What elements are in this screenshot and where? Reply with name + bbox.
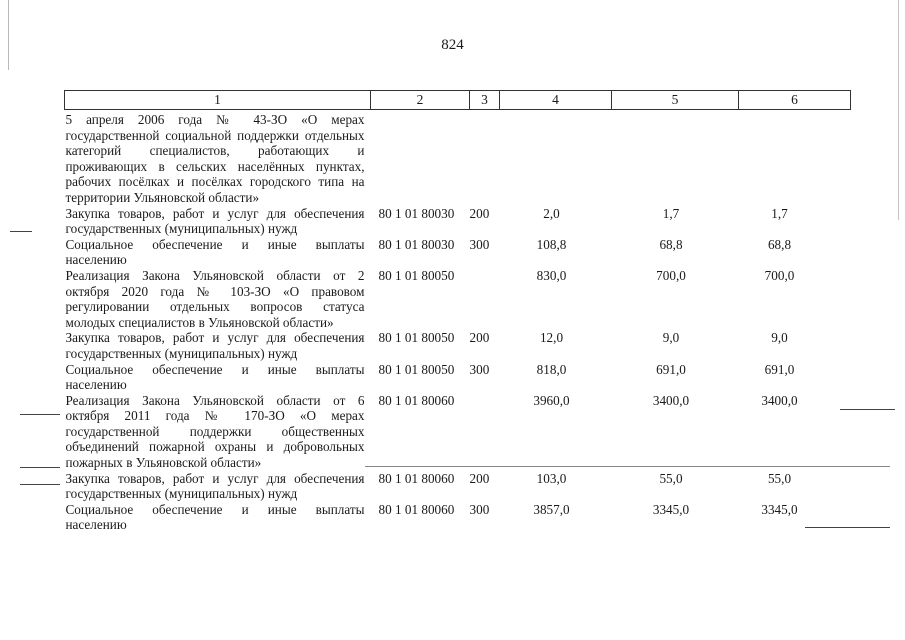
table-row xyxy=(65,268,851,330)
row-name: 5 апреля 2006 года № 43-ЗО «О мерах государственной социальной поддержки отдельных категорий специалистов, работающих и проживающих в сельских населённых пунктах, рабочих посёлках и посёлках городского типа на территории Ульяновской области» xyxy=(65,112,365,205)
column-header-5: 5 xyxy=(612,91,739,110)
row-value-col6: 9,0 xyxy=(771,330,788,346)
row-name: Закупка товаров, работ и услуг для обеспечения государственных (муниципальных) нужд xyxy=(65,470,365,502)
row-code xyxy=(371,110,470,206)
row-value-col6: 1,7 xyxy=(771,205,788,221)
scan-artifact-dash xyxy=(20,414,60,415)
row-code: 80 1 01 80050 xyxy=(378,330,455,346)
row-name: Реализация Закона Ульяновской области от 6 октября 2011 года № 170-ЗО «О мерах государственной поддержки общественных объединений пожарной охраны и добровольных пожарных в Ульяновской области» xyxy=(65,392,365,471)
row-code: 80 1 01 80030 xyxy=(378,236,455,252)
row-value-col4: 830,0 xyxy=(536,267,567,283)
row-value-col5: 68,8 xyxy=(659,236,683,252)
scan-artifact-dash xyxy=(20,484,60,485)
row-kvr: 300 xyxy=(469,501,490,517)
row-value-col4: 12,0 xyxy=(539,330,564,346)
column-header-2: 2 xyxy=(371,91,470,110)
table-row xyxy=(65,471,851,502)
scan-artifact-dash xyxy=(20,467,60,468)
row-value-col4: 3960,0 xyxy=(533,392,570,408)
row-value-col5: 691,0 xyxy=(656,361,686,377)
scan-artifact-dash xyxy=(10,231,32,232)
row-kvr: 200 xyxy=(469,330,490,346)
row-code: 80 1 01 80060 xyxy=(378,470,455,486)
row-kvr xyxy=(470,110,500,206)
row-value-col6: 3345,0 xyxy=(761,501,798,517)
row-value-col6: 691,0 xyxy=(764,361,795,377)
row-value-col6: 68,8 xyxy=(767,236,792,252)
row-value-col6: 3400,0 xyxy=(761,392,798,408)
scan-edge-left xyxy=(8,0,9,70)
column-header-1: 1 xyxy=(65,91,371,110)
row-value-col4: 818,0 xyxy=(536,361,567,377)
row-code: 80 1 01 80060 xyxy=(378,501,455,517)
table-row xyxy=(65,330,851,361)
row-value-col4: 103,0 xyxy=(536,470,567,486)
page-number: 824 xyxy=(441,37,464,53)
row-code: 80 1 01 80050 xyxy=(378,361,455,377)
row-value-col5: 9,0 xyxy=(662,330,680,346)
row-value-col5: 700,0 xyxy=(656,267,686,283)
row-kvr: 300 xyxy=(469,361,490,377)
column-header-4: 4 xyxy=(500,91,612,110)
table-row xyxy=(65,362,851,393)
table-row xyxy=(65,206,851,237)
row-code: 80 1 01 80050 xyxy=(378,267,455,283)
row-value-col6: 55,0 xyxy=(767,470,792,486)
row-value-col5: 3345,0 xyxy=(652,501,690,517)
row-value-col4: 3857,0 xyxy=(533,501,570,517)
scan-edge-right xyxy=(898,0,899,220)
row-kvr xyxy=(470,268,500,330)
row-value-col4 xyxy=(500,110,612,206)
row-name: Социальное обеспечение и иные выплаты населению xyxy=(65,236,365,268)
row-value-col4: 2,0 xyxy=(543,205,560,221)
row-value-col5: 55,0 xyxy=(659,470,683,486)
table-row xyxy=(65,110,851,206)
row-value-col4: 108,8 xyxy=(536,236,567,252)
row-value-col5 xyxy=(612,110,739,206)
row-name: Социальное обеспечение и иные выплаты населению xyxy=(65,361,365,393)
row-value-col5: 3400,0 xyxy=(652,392,690,408)
table-row xyxy=(65,502,851,533)
row-name: Закупка товаров, работ и услуг для обеспечения государственных (муниципальных) нужд xyxy=(65,330,365,361)
row-name: Закупка товаров, работ и услуг для обеспечения государственных (муниципальных) нужд xyxy=(65,205,365,237)
row-name: Социальное обеспечение и иные выплаты населению xyxy=(65,501,365,533)
row-kvr: 200 xyxy=(469,470,490,486)
scan-artifact-dash xyxy=(840,409,895,410)
scan-artifact-dash xyxy=(805,527,890,528)
table-header-row xyxy=(65,91,851,110)
column-header-3: 3 xyxy=(470,91,500,110)
row-value-col6 xyxy=(739,110,851,206)
row-code: 80 1 01 80030 xyxy=(378,205,455,221)
row-kvr: 200 xyxy=(469,205,490,221)
row-value-col5: 1,7 xyxy=(662,205,680,221)
row-kvr: 300 xyxy=(469,236,490,252)
row-code: 80 1 01 80060 xyxy=(378,392,455,408)
scan-artifact-line xyxy=(365,466,890,467)
column-header-6: 6 xyxy=(739,91,851,110)
row-value-col6: 700,0 xyxy=(764,267,795,283)
table-row xyxy=(65,237,851,268)
table-row xyxy=(65,393,851,471)
row-kvr xyxy=(470,393,500,471)
row-name: Реализация Закона Ульяновской области от 2 октября 2020 года № 103-ЗО «О правовом регулировании отдельных вопросов статуса молодых специалистов в Ульяновской области» xyxy=(65,267,365,330)
